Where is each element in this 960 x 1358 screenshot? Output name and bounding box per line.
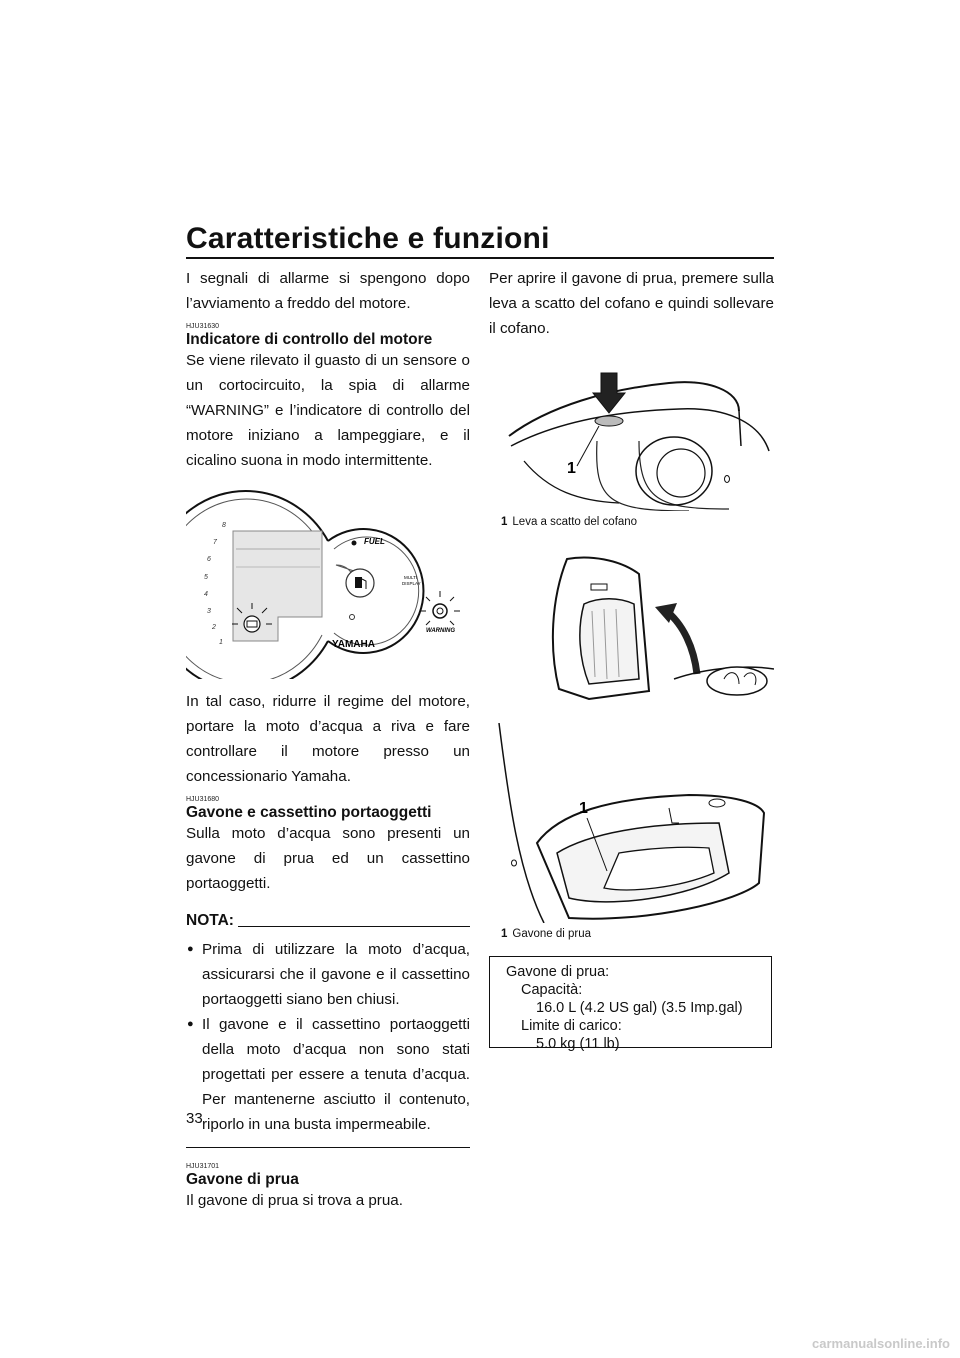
engine-indicator-paragraph: Se viene rilevato il guasto di un sensore o un cortocircuito, la spia di allarme “WARNING” e l’indicatore di controllo del motore iniziano a lampeggiare, e il cicalino suona in modo intermittente. (186, 352, 470, 469)
warning-label: WARNING (426, 628, 455, 634)
multi-display-label-2: DISPLAY (402, 581, 421, 586)
figure-caption (501, 515, 774, 529)
spec-value-load-limit: 5.0 kg (11 lb) (536, 1036, 620, 1052)
bullet-icon: ● (187, 1018, 194, 1030)
left-column (186, 266, 470, 1213)
open-storage-paragraph: Per aprire il gavone di prua, premere sulla leva a scatto del cofano e quindi sollevare il cofano. (489, 270, 774, 337)
figure-caption (501, 927, 774, 941)
spec-value-capacity: 16.0 L (4.2 US gal) (3.5 Imp.gal) (536, 1000, 743, 1016)
tick-label-6: 6 (207, 556, 211, 563)
storage-paragraph: Sulla moto d’acqua sono presenti un gavone di prua ed un cassettino portaoggetti. (186, 825, 470, 892)
bullet-icon: ● (187, 943, 194, 955)
caption-text: Gavone di prua (512, 928, 592, 940)
tick-label-7: 7 (213, 539, 217, 546)
section-title-engine-indicator: Indicatore di controllo del motore (186, 331, 433, 348)
tick-label-3: 3 (207, 608, 211, 615)
note-bottom-rule (186, 1147, 470, 1148)
section-title-bow-storage: Gavone di prua (186, 1171, 299, 1188)
hood-open-illustration (489, 539, 774, 719)
bow-storage-illustration (489, 723, 774, 923)
tick-label-4: 4 (204, 591, 208, 598)
warning-lamp-icon (420, 591, 460, 625)
after-meter-paragraph: In tal caso, ridurre il regime del motore, portare la moto d’acqua a riva e fare controllare il motore presso un concessionario Yamaha. (186, 693, 470, 785)
section-code: HJU31701 (186, 1163, 220, 1170)
tick-label-1: 1 (219, 639, 223, 646)
page-title: Caratteristiche e funzioni (186, 222, 550, 255)
spec-box (489, 956, 772, 1052)
yamaha-logo: YAMAHA (332, 639, 375, 650)
caption-number: 1 (501, 928, 508, 940)
caption-text: Leva a scatto del cofano (512, 516, 638, 528)
section-code: HJU31680 (186, 796, 220, 803)
spec-label-load-limit: Limite di carico: (521, 1018, 622, 1034)
callout-number: 1 (579, 800, 588, 817)
tick-label-8: 8 (222, 522, 226, 529)
hood-latch-illustration (489, 351, 774, 511)
spec-label-capacity: Capacità: (521, 982, 583, 998)
multi-display-label-1: MULTI (404, 575, 418, 580)
title-rule (186, 257, 774, 259)
right-column (489, 266, 774, 941)
spec-heading: Gavone di prua: (506, 964, 610, 980)
bow-storage-paragraph: Il gavone di prua si trova a prua. (186, 1192, 403, 1209)
tick-label-5: 5 (204, 574, 208, 581)
fuel-pump-icon (346, 569, 374, 597)
note-top-rule (238, 914, 470, 927)
caption-number: 1 (501, 516, 508, 528)
intro-paragraph: I segnali di allarme si spengono dopo l’avviamento a freddo del motore. (186, 270, 470, 312)
tick-label-2: 2 (212, 624, 216, 631)
section-code: HJU31630 (186, 323, 220, 330)
meter-illustration (186, 489, 470, 679)
section-title-storage: Gavone e cassettino portaoggetti (186, 804, 432, 821)
note-item: ● Il gavone e il cassettino portaoggetti della moto d’acqua non sono stati progettati per essere a tenuta d’acqua. Per mantenerne asciutto il contenuto, riporlo in una busta impermeabile. (186, 1012, 470, 1137)
note-item: ● Prima di utilizzare la moto d’acqua, assicurarsi che il gavone e il cassettino portaoggetti siano ben chiusi. (186, 937, 470, 1012)
note-label: NOTA: (186, 912, 234, 929)
fuel-label: FUEL (364, 537, 385, 546)
watermark: carmanualsonline.info (812, 1336, 950, 1351)
page-number: 33 (186, 1110, 203, 1127)
note-box (186, 908, 470, 1148)
callout-number: 1 (567, 460, 576, 477)
